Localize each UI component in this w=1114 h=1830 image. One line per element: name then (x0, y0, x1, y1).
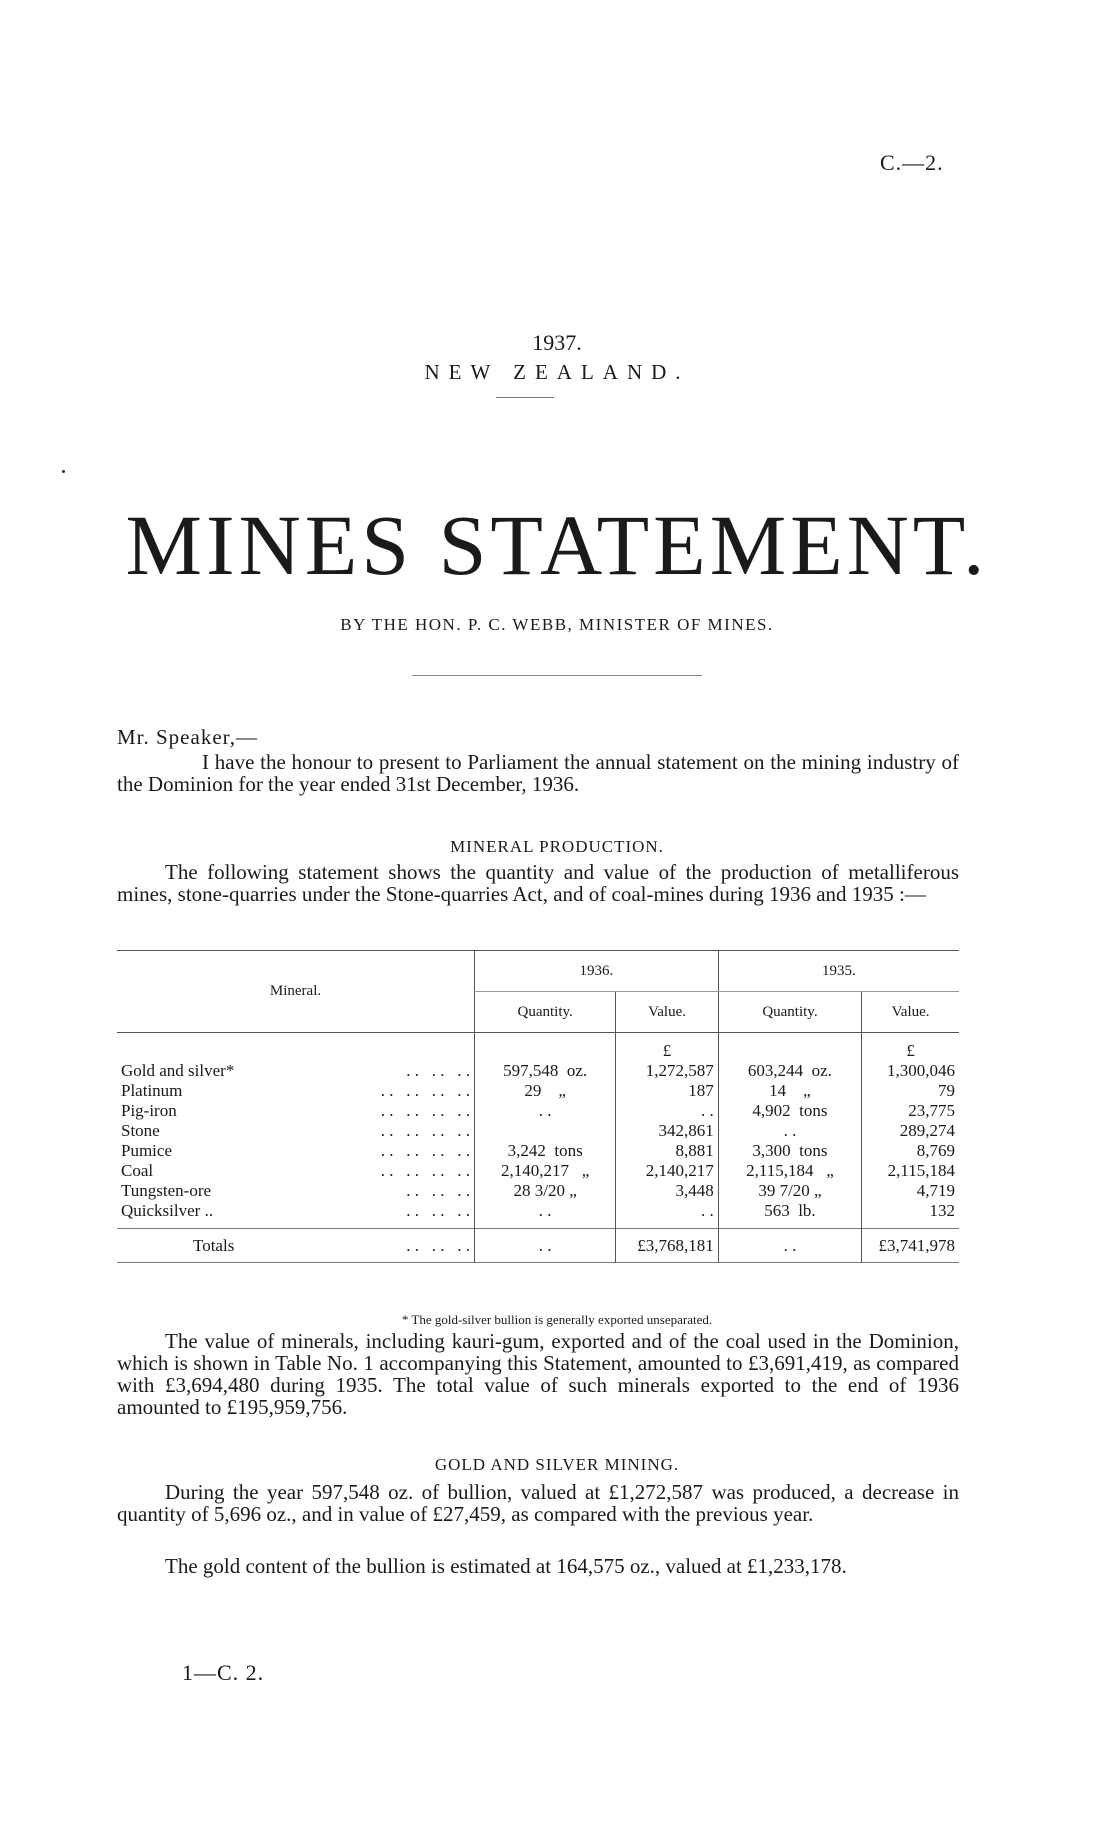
mineral-name: Tungsten-ore (121, 1180, 212, 1200)
quantity-1936: 28 3/20 „ (474, 1181, 615, 1201)
quantity-1935: 2,115,184 „ (718, 1161, 861, 1181)
column-header-1935: 1935. (718, 951, 959, 992)
column-header-value-1936: Value. (616, 992, 718, 1033)
value-1935: 8,769 (862, 1141, 959, 1161)
table-row (117, 1181, 959, 1201)
dot-leader: . . . . . . . . (380, 1120, 470, 1140)
column-header-value-1935: Value. (862, 992, 959, 1033)
dot-leader: . . . . . . (406, 1180, 470, 1200)
quantity-1935: 4,902 tons (718, 1101, 861, 1121)
totals-label: Totals (193, 1235, 235, 1255)
table-footnote: * The gold-silver bullion is generally exported unseparated. (401, 1312, 713, 1327)
quantity-1935: 3,300 tons (718, 1141, 861, 1161)
country-heading: NEW ZEALAND. (424, 360, 690, 384)
mineral-name: Quicksilver .. (121, 1200, 214, 1220)
exports-paragraph: The value of minerals, including kauri-gum, exported and of the coal used in the Dominion, which is shown in Table No. 1 accompanying this Statement, amounted to £3,691,419, as compared with £3,694,480 during 1935. The total value of such minerals exported to the end of 1936 amounted to £195,959,756. (117, 1329, 959, 1419)
divider-rule (412, 675, 702, 676)
column-header-1936: 1936. (474, 951, 718, 992)
scan-speck (62, 470, 65, 473)
value-1936: 342,861 (616, 1121, 718, 1141)
mineral-production-paragraph: The following statement shows the quantity and value of the production of metalliferous mines, stone-quarries under the Stone-quarries Act, and of coal-mines during 1936 and 1935 :— (117, 860, 959, 906)
dot-leader: . . . . . . (406, 1060, 470, 1080)
value-1935: 4,719 (862, 1181, 959, 1201)
intro-paragraph: I have the honour to present to Parliament the annual statement on the mining industry of the Dominion for the year ended 31st December, 1936. (117, 750, 959, 796)
table-row (117, 1061, 959, 1081)
value-1936: 1,272,587 (616, 1061, 718, 1081)
gold-silver-paragraph: During the year 597,548 oz. of bullion, valued at £1,272,587 was produced, a decrease in quantity of 5,696 oz., and in value of £27,459, as compared with the previous year. (117, 1480, 959, 1526)
quantity-1935: 603,244 oz. (718, 1061, 861, 1081)
value-1936: . . (616, 1201, 718, 1221)
quantity-1936 (474, 1121, 615, 1141)
value-1936: 2,140,217 (616, 1161, 718, 1181)
quantity-1936: . . (474, 1101, 615, 1121)
dot-leader: . . . . . . . . (380, 1140, 470, 1160)
table-row (117, 1141, 959, 1161)
document-reference: C.—2. (880, 150, 944, 175)
section-heading-mineral-production: MINERAL PRODUCTION. (450, 837, 664, 856)
section-heading-gold-silver: GOLD AND SILVER MINING. (434, 1455, 680, 1474)
mineral-name: Pumice (121, 1140, 172, 1160)
value-1935: 132 (862, 1201, 959, 1221)
column-header-quantity-1936: Quantity. (474, 992, 615, 1033)
mineral-name: Stone (121, 1120, 160, 1140)
value-1935: 79 (862, 1081, 959, 1101)
value-1936: . . (616, 1101, 718, 1121)
value-1935: 2,115,184 (862, 1161, 959, 1181)
value-1935: 1,300,046 (862, 1061, 959, 1081)
quantity-1935: 14 „ (718, 1081, 861, 1101)
quantity-1936: 2,140,217 „ (474, 1161, 615, 1181)
table-row (117, 1081, 959, 1101)
page-footer-reference: 1—C. 2. (182, 1660, 265, 1685)
document-title: MINES STATEMENT. (125, 497, 989, 593)
totals-row-label: Totals . . . . . . (193, 1235, 470, 1255)
value-1935: 23,775 (862, 1101, 959, 1121)
quantity-1936: 29 „ (474, 1081, 615, 1101)
value-1936: 8,881 (616, 1141, 718, 1161)
salutation: Mr. Speaker,— (117, 725, 259, 749)
currency-symbol: £ (862, 1033, 959, 1061)
mineral-name: Coal (121, 1160, 154, 1180)
quantity-1936: 597,548 oz. (474, 1061, 615, 1081)
totals-value-1936: £3,768,181 (616, 1229, 718, 1263)
mineral-name: Gold and silver* (121, 1060, 235, 1080)
mineral-production-table (117, 950, 959, 1263)
dot-leader: . . . . . . (406, 1200, 470, 1220)
quantity-1935: . . (718, 1121, 861, 1141)
divider-rule (496, 397, 554, 398)
table-row (117, 1101, 959, 1121)
totals-value-1935: £3,741,978 (862, 1229, 959, 1263)
column-header-quantity-1935: Quantity. (718, 992, 861, 1033)
gold-content-paragraph: The gold content of the bullion is estimated at 164,575 oz., valued at £1,233,178. (165, 1554, 847, 1578)
quantity-1935: 39 7/20 „ (718, 1181, 861, 1201)
dot-leader: . . . . . . . . (380, 1160, 470, 1180)
quantity-1935: 563 lb. (718, 1201, 861, 1221)
value-1936: 187 (616, 1081, 718, 1101)
table-row (117, 1121, 959, 1141)
publication-year: 1937. (532, 330, 582, 355)
mineral-name: Platinum (121, 1080, 183, 1100)
dot-leader: . . . . . . . . (380, 1100, 470, 1120)
document-subtitle: BY THE HON. P. C. WEBB, MINISTER OF MINES. (340, 615, 774, 634)
table-row (117, 1201, 959, 1221)
dot-leader: . . . . . . . . (380, 1080, 470, 1100)
currency-symbol: £ (616, 1033, 718, 1061)
quantity-1936: . . (474, 1201, 615, 1221)
value-1935: 289,274 (862, 1121, 959, 1141)
column-header-mineral: Mineral. (269, 983, 322, 999)
quantity-1936: 3,242 tons (474, 1141, 615, 1161)
value-1936: 3,448 (616, 1181, 718, 1201)
table-row (117, 1161, 959, 1181)
mineral-name: Pig-iron (121, 1100, 177, 1120)
totals-quantity-1936: . . (474, 1229, 615, 1263)
totals-quantity-1935: . . (718, 1229, 861, 1263)
